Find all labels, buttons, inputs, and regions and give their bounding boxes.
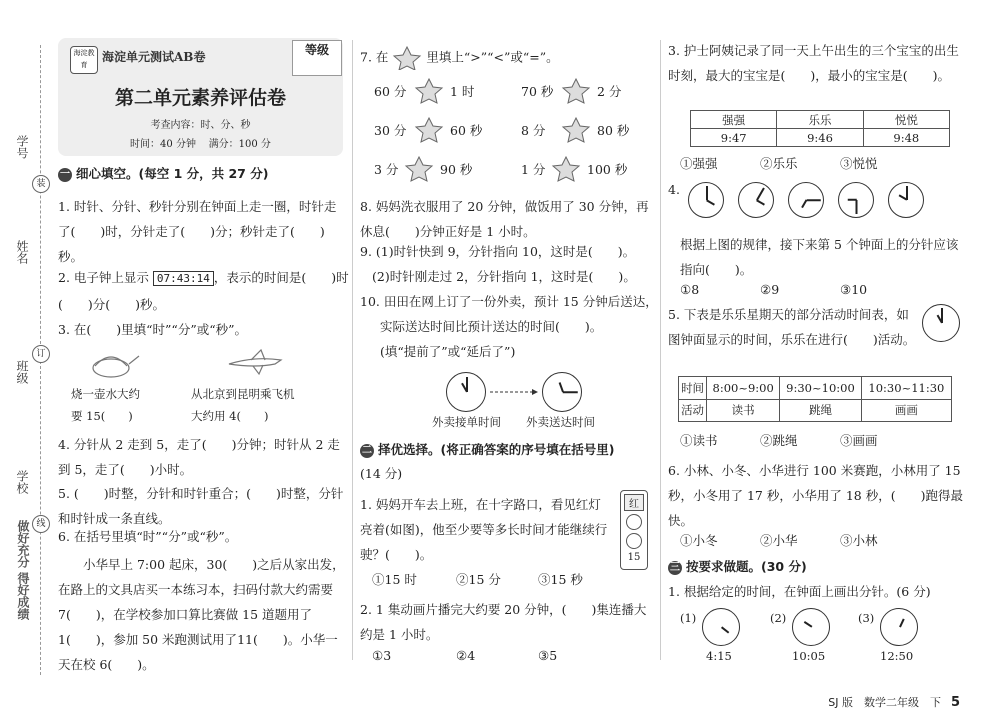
compare-right: 2 分 bbox=[597, 84, 622, 99]
light-circle bbox=[626, 514, 642, 530]
option[interactable]: ②小华 bbox=[760, 533, 798, 548]
binding-circle: 订 bbox=[32, 345, 50, 363]
exam-meta bbox=[58, 135, 343, 150]
minute-hand bbox=[856, 200, 858, 214]
binding-circle: 线 bbox=[32, 515, 50, 533]
draw-time-label: 12:50 bbox=[880, 649, 914, 663]
section-number: 二 bbox=[362, 445, 372, 456]
option[interactable]: ②15 分 bbox=[456, 572, 501, 587]
page-footer bbox=[828, 694, 960, 710]
baby-birth-table bbox=[690, 110, 950, 147]
star-blank-icon[interactable] bbox=[414, 117, 444, 143]
question-text: 要 15( ) bbox=[71, 409, 133, 423]
star-blank-icon[interactable] bbox=[404, 156, 434, 182]
exam-header bbox=[58, 38, 343, 156]
table-cell: 9:48 bbox=[863, 129, 949, 147]
class-label: 班级 bbox=[15, 360, 29, 384]
question-7 bbox=[360, 46, 559, 70]
publisher-logo: 海淀教育 bbox=[70, 46, 98, 74]
minute-hand bbox=[756, 188, 764, 201]
sequence-clock bbox=[838, 182, 874, 218]
table-cell: 读书 bbox=[707, 399, 780, 422]
option[interactable]: ①强强 bbox=[680, 156, 718, 171]
section-score: (14 分) bbox=[360, 466, 403, 481]
question-9-part-1: 9. (1)时针快到 9，分针指向 10，这时是( )。 bbox=[360, 244, 636, 259]
compare-left: 70 秒 bbox=[521, 84, 554, 99]
blank-clock[interactable] bbox=[792, 608, 830, 646]
student-id-label: 学号 bbox=[15, 135, 29, 159]
arrow-icon bbox=[490, 388, 538, 396]
sequence-clock bbox=[738, 182, 774, 218]
table-header: 乐乐 bbox=[777, 111, 863, 129]
question-text: 实际送达时间比预计送达的时间( )。 bbox=[380, 319, 603, 334]
star-blank-icon bbox=[392, 46, 422, 70]
blank-clock[interactable] bbox=[702, 608, 740, 646]
compare-left: 8 分 bbox=[521, 123, 546, 138]
question-9-part-2: (2)时针刚走过 2，分针指向 1，这时是( )。 bbox=[372, 269, 636, 284]
question-6-story bbox=[58, 552, 346, 677]
column-divider bbox=[660, 40, 661, 660]
question-3: 3. 在( )里填“时”“分”或“秒”。 bbox=[58, 322, 247, 337]
kettle-illustration bbox=[83, 346, 143, 378]
question-text: ( )分( )秒。 bbox=[58, 297, 166, 312]
clock-order-time bbox=[446, 372, 486, 412]
section-title: 按要求做题。(30 分) bbox=[686, 559, 807, 574]
section-number: 三 bbox=[670, 562, 680, 573]
section-1-heading bbox=[58, 166, 268, 182]
section-3-heading bbox=[668, 559, 807, 575]
choice-question-2: 2. 1 集动画片播完大约要 20 分钟，( )集连播大约是 1 小时。 bbox=[360, 602, 647, 642]
exam-score: 满分：100 分 bbox=[208, 139, 271, 150]
question-text: 烧一壶水大约 bbox=[71, 387, 140, 401]
hour-hand bbox=[706, 199, 715, 205]
table-cell: 活动 bbox=[679, 399, 707, 422]
name-label: 姓名 bbox=[15, 240, 29, 264]
hour-hand bbox=[559, 382, 564, 392]
sequence-clock bbox=[688, 182, 724, 218]
column-divider bbox=[352, 40, 353, 660]
question-8: 8. 妈妈洗衣服用了 20 分钟，做饭用了 30 分钟，再休息( )分钟正好是 1 小时。 bbox=[360, 199, 649, 239]
activity-clock bbox=[922, 304, 960, 342]
exam-scope: 考查内容：时、分、秒 bbox=[150, 120, 251, 131]
question-text: 约需要 7( )，在学校参加口算比赛做 15 道题用了 1( )，参加 50 米跑测试用了 bbox=[58, 582, 334, 647]
sequence-clock bbox=[788, 182, 824, 218]
question-text: 大约用 4( ) bbox=[191, 409, 269, 423]
section-title: 择优选择。(将正确答案的序号填在括号里) bbox=[378, 442, 615, 457]
slogan: 做好充分 得好成绩 bbox=[16, 520, 30, 621]
choice-question-6: 6. 小林、小冬、小华进行 100 米赛跑，小林用了 15 秒，小冬用了 17 秒，小华用了 18 秒，( )跑得最快。 bbox=[668, 463, 963, 528]
hour-hand bbox=[848, 199, 857, 201]
sequence-clock bbox=[888, 182, 924, 218]
exam-title: 第二单元素养评估卷 bbox=[114, 87, 286, 109]
question-6: 6. 在括号里填“时”“分”或“秒”。 bbox=[58, 529, 238, 544]
table-header: 9:30~10:00 bbox=[780, 377, 862, 400]
section-number: 一 bbox=[60, 169, 70, 180]
option[interactable]: ③10 bbox=[840, 282, 868, 297]
compare-left: 60 分 bbox=[374, 84, 407, 99]
compare-right: 1 时 bbox=[450, 84, 475, 99]
question-text: 里填上“>”“<”或“=”。 bbox=[426, 49, 559, 65]
question-text: 7. 在 bbox=[360, 49, 389, 65]
table-cell: 9:46 bbox=[777, 129, 863, 147]
choice-question-3: 3. 护士阿姨记录了同一天上午出生的三个宝宝的出生时刻，最大的宝宝是( )，最小的宝宝是( )。 bbox=[668, 43, 959, 83]
minute-hand bbox=[706, 186, 708, 200]
light-countdown: 15 bbox=[627, 552, 641, 563]
option[interactable]: ②跳绳 bbox=[760, 433, 798, 448]
clock-caption: 外卖接单时间 bbox=[432, 415, 501, 429]
question-text: ，表示的时间是( )时 bbox=[213, 270, 349, 285]
option[interactable]: ①小冬 bbox=[680, 533, 718, 548]
draw-question-1: 1. 根据给定的时间，在钟面上画出分针。(6 分) bbox=[668, 584, 931, 599]
minute-hand bbox=[563, 391, 578, 393]
question-text: 2. 电子钟上显示 bbox=[58, 270, 149, 285]
table-cell: 跳绳 bbox=[780, 399, 862, 422]
compare-right: 60 秒 bbox=[450, 123, 483, 138]
table-header: 强强 bbox=[691, 111, 777, 129]
option[interactable]: ③悦悦 bbox=[840, 156, 878, 171]
compare-right: 90 秒 bbox=[440, 162, 473, 177]
question-5: 5. ( )时整，分针和时针重合；( )时整，分针和时针成一条直线。 bbox=[58, 486, 344, 526]
draw-item-label: (1) bbox=[680, 611, 697, 625]
option[interactable]: ②9 bbox=[760, 282, 780, 297]
option[interactable]: ③画画 bbox=[840, 433, 878, 448]
question-text: ( )秒。 bbox=[58, 224, 325, 264]
table-header: 10:30~11:30 bbox=[861, 377, 951, 400]
question-2 bbox=[58, 270, 349, 287]
page-number: 5 bbox=[950, 695, 960, 710]
draw-time-label: 10:05 bbox=[792, 649, 826, 663]
binding-margin bbox=[0, 0, 52, 719]
table-header: 8:00~9:00 bbox=[707, 377, 780, 400]
exam-time: 时间：40 分钟 bbox=[130, 139, 196, 150]
star-blank-icon[interactable] bbox=[551, 156, 581, 182]
table-header: 悦悦 bbox=[863, 111, 949, 129]
section-title: 细心填空。(每空 1 分，共 27 分) bbox=[76, 166, 269, 181]
hour-hand bbox=[802, 200, 808, 209]
compare-right: 100 秒 bbox=[587, 162, 628, 177]
star-blank-icon[interactable] bbox=[561, 117, 591, 143]
choice-question-5: 5. 下表是乐乐星期天的部分活动时间表，如图钟面显示的时间，乐乐在进行( )活动。 bbox=[668, 307, 916, 347]
draw-item-label: (2) bbox=[770, 611, 787, 625]
compare-left: 1 分 bbox=[521, 162, 546, 177]
blank-clock[interactable] bbox=[880, 608, 918, 646]
light-red-label: 红 bbox=[624, 494, 644, 511]
star-blank-icon[interactable] bbox=[561, 78, 591, 104]
question-hint: (填“提前了”或“延后了”) bbox=[380, 344, 516, 359]
grade-box[interactable] bbox=[292, 40, 342, 76]
option[interactable]: ③15 秒 bbox=[538, 572, 583, 587]
question-text: 1. 时针、分针、秒针分别在钟面上走一圈，时针走了( )时，分针走了( )分；秒针走了 bbox=[58, 199, 337, 239]
question-text: 小华早上 7:00 起床，30( )之后从家出发，在路上的文具店买一本练习本，扫码付款大 bbox=[58, 557, 345, 597]
section-2-heading bbox=[360, 442, 614, 458]
question-4: 4. 分针从 2 走到 5，走了( )分钟；时针从 2 走到 5，走了( )小时。 bbox=[58, 437, 340, 477]
question-text: 从北京到昆明乘飞机 bbox=[191, 387, 295, 401]
activity-schedule-table bbox=[678, 376, 952, 422]
choice-question-1: 1. 妈妈开车去上班，在十字路口，看见红灯亮着(如图)，他至少要等多长时间才能继续行驶？( )。 bbox=[360, 497, 608, 562]
table-cell: 9:47 bbox=[691, 129, 777, 147]
option[interactable]: ①读书 bbox=[680, 433, 718, 448]
digital-clock-display: 07:43:14 bbox=[153, 271, 214, 286]
question-text: 11( )。小华一天在校 6( )。 bbox=[58, 632, 338, 672]
hour-hand bbox=[804, 621, 812, 627]
airplane-illustration bbox=[225, 348, 285, 376]
table-header: 时间 bbox=[679, 377, 707, 400]
series-brand: 海淀单元测试AB卷 bbox=[102, 50, 206, 64]
hour-hand bbox=[899, 619, 904, 628]
star-blank-icon[interactable] bbox=[414, 78, 444, 104]
table-cell: 画画 bbox=[861, 399, 951, 422]
compare-left: 3 分 bbox=[374, 162, 399, 177]
compare-right: 80 秒 bbox=[597, 123, 630, 138]
compare-left: 30 分 bbox=[374, 123, 407, 138]
hour-hand bbox=[756, 199, 765, 205]
light-circle bbox=[626, 533, 642, 549]
option[interactable]: ③5 bbox=[538, 648, 558, 663]
option[interactable]: ②乐乐 bbox=[760, 156, 798, 171]
option[interactable]: ①3 bbox=[372, 648, 392, 663]
footer-text: SJ 版 数学二年级 下 bbox=[828, 696, 941, 709]
clock-caption: 外卖送达时间 bbox=[526, 415, 595, 429]
choice-question-4: 4. bbox=[668, 182, 680, 197]
option[interactable]: ①8 bbox=[680, 282, 700, 297]
option[interactable]: ②4 bbox=[456, 648, 476, 663]
draw-item-label: (3) bbox=[858, 611, 875, 625]
traffic-light bbox=[620, 490, 648, 570]
option[interactable]: ③小林 bbox=[840, 533, 878, 548]
draw-time-label: 4:15 bbox=[706, 649, 732, 663]
school-label: 学校 bbox=[15, 470, 29, 494]
question-text: 根据上图的规律，接下来第 5 个钟面上的分针应该指向( )。 bbox=[680, 237, 959, 277]
grade-label: 等级 bbox=[304, 43, 329, 57]
hour-hand bbox=[721, 626, 729, 633]
binding-circle: 装 bbox=[32, 175, 50, 193]
option[interactable]: ①15 时 bbox=[372, 572, 417, 587]
minute-hand bbox=[807, 199, 821, 201]
question-1 bbox=[58, 194, 346, 269]
question-10: 10. 田田在网上订了一份外卖，预计 15 分钟后送达， bbox=[360, 294, 658, 309]
clock-delivery-time bbox=[542, 372, 582, 412]
